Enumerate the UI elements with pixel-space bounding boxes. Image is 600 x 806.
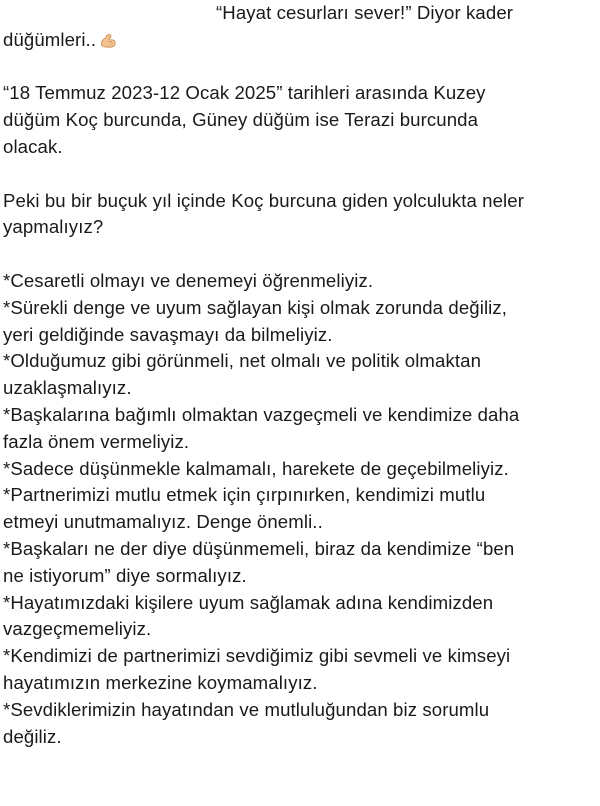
- list-item: [3, 643, 597, 697]
- list-item: [3, 268, 597, 295]
- dates-line: “18 Temmuz 2023-12 Ocak 2025” tarihleri arasında Kuzey: [3, 82, 486, 104]
- advice-list: [3, 268, 597, 750]
- question-line: Peki bu bir buçuk yıl içinde Koç burcuna giden yolculukta neler: [3, 189, 525, 211]
- list-item-line: hayatımızın merkezine koymamalıyız.: [3, 671, 318, 693]
- list-item-line: *Sürekli denge ve uyum sağlayan kişi olmak zorunda değiliz,: [3, 296, 508, 318]
- list-item: [3, 348, 597, 402]
- list-item-line: *Başkaları ne der diye düşünmemeli, biraz da kendimize “ben: [3, 537, 515, 559]
- list-item-line: değiliz.: [3, 725, 62, 747]
- dates-line: olacak.: [3, 135, 63, 157]
- list-item-line: *Hayatımızdaki kişilere uyum sağlamak adına kendimizden: [3, 591, 494, 613]
- list-item-line: *Sadece düşünmekle kalmamalı, harekete de geçebilmeliyiz.: [3, 457, 509, 479]
- list-item: [3, 590, 597, 644]
- list-item: [3, 482, 597, 536]
- intro-line: “Hayat cesurları sever!” Diyor kader: [216, 2, 514, 23]
- list-item-line: *Olduğumuz gibi görünmeli, net olmalı ve politik olmaktan: [3, 350, 482, 372]
- list-item: [3, 402, 597, 456]
- list-item: [3, 697, 597, 751]
- list-item-line: ne istiyorum” diye sormalıyız.: [3, 564, 247, 586]
- dates-line: düğüm Koç burcunda, Güney düğüm ise Terazi burcunda: [3, 109, 479, 131]
- intro-line: [3, 27, 597, 54]
- list-item-line: *Cesaretli olmayı ve denemeyi öğrenmeliyiz.: [3, 269, 374, 291]
- post-text: [3, 0, 597, 750]
- list-item-line: *Partnerimizi mutlu etmek için çırpınırken, kendimizi mutlu: [3, 484, 486, 506]
- list-item-line: yeri geldiğinde savaşmayı da bilmeliyiz.: [3, 323, 333, 345]
- list-item-line: *Kendimizi de partnerimizi sevdiğimiz gibi sevmeli ve kimseyi: [3, 645, 511, 667]
- list-item: [3, 295, 597, 349]
- list-item: [3, 456, 597, 483]
- list-item-line: etmeyi unutmamalıyız. Denge önemli..: [3, 511, 323, 533]
- list-item-line: uzaklaşmalıyız.: [3, 377, 132, 399]
- list-item: [3, 536, 597, 590]
- flexed-biceps-icon: [99, 31, 117, 49]
- list-item-line: *Sevdiklerimizin hayatından ve mutluluğundan biz sorumlu: [3, 698, 490, 720]
- list-item-line: vazgeçmemeliyiz.: [3, 618, 152, 640]
- intro-line-text: düğümleri..: [3, 28, 97, 50]
- list-item-line: *Başkalarına bağımlı olmaktan vazgeçmeli ve kendimize daha: [3, 403, 520, 425]
- list-item-line: fazla önem vermeliyiz.: [3, 430, 190, 452]
- question-line: yapmalıyız?: [3, 216, 104, 238]
